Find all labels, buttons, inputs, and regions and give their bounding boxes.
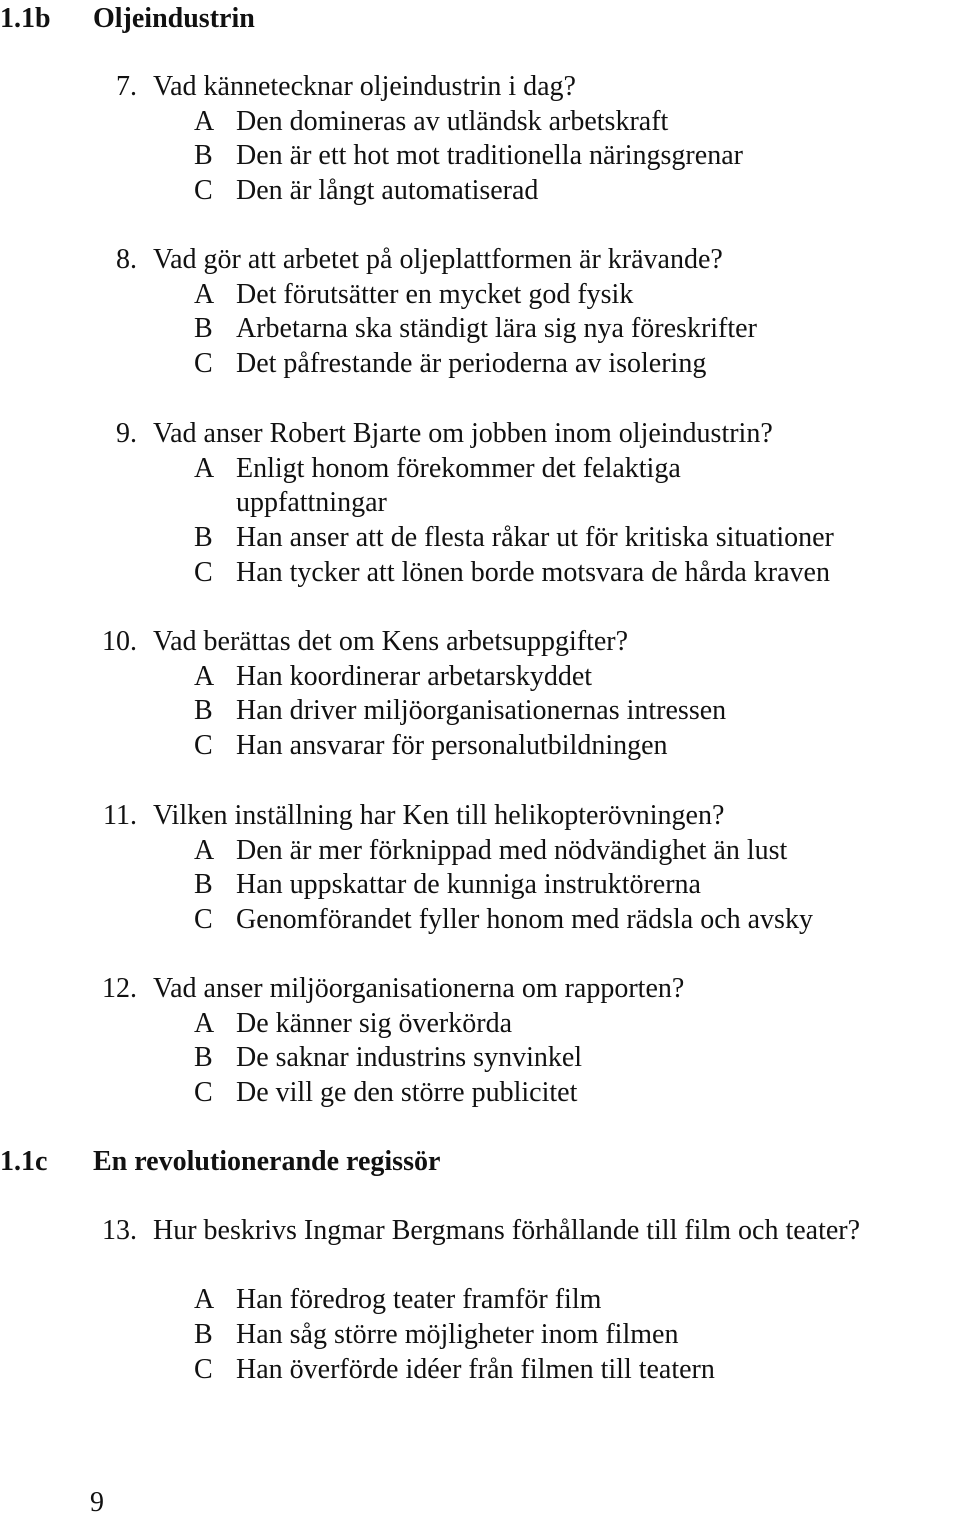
option-text: Han driver miljöorganisationernas intressen: [236, 695, 727, 727]
question-number: 9.: [116, 418, 137, 449]
option-text: Han såg större möjligheter inom filmen: [236, 1319, 679, 1351]
option-letter: B: [194, 695, 213, 727]
question-text: Hur beskrivs Ingmar Bergmans förhållande till film och teater?: [153, 1215, 861, 1246]
option-letter: A: [194, 452, 215, 484]
question-text: Vad berättas det om Kens arbetsuppgifter?: [153, 626, 629, 657]
option-letter: A: [194, 1007, 215, 1039]
option-text: Han koordinerar arbetarskyddet: [236, 660, 593, 692]
question-text: Vad anser Robert Bjarte om jobben inom oljeindustrin?: [153, 418, 773, 449]
option-letter: B: [194, 869, 213, 901]
option-letter: A: [194, 834, 215, 866]
option-text: Enligt honom förekommer det felaktiga uppfattningar: [236, 452, 681, 519]
option-text: Den domineras av utländsk arbetskraft: [236, 105, 669, 137]
option-letter: C: [194, 730, 213, 762]
option-text: De saknar industrins synvinkel: [236, 1042, 583, 1074]
option-text: Genomförandet fyller honom med rädsla och avsky: [236, 904, 813, 936]
section-number: 1.1c: [0, 1146, 48, 1177]
option-letter: A: [194, 105, 215, 137]
option-letter: A: [194, 660, 215, 692]
option-letter: C: [194, 904, 213, 936]
section-number: 1.1b: [0, 3, 51, 34]
option-letter: B: [194, 522, 213, 554]
option-letter: C: [194, 556, 213, 588]
option-text: Den är ett hot mot traditionella näringsgrenar: [236, 140, 743, 172]
option-letter: B: [194, 140, 213, 172]
option-text: De vill ge den större publicitet: [236, 1077, 578, 1109]
section-title: En revolutionerande regissör: [93, 1146, 441, 1177]
question-number: 12.: [102, 973, 137, 1004]
question-number: 11.: [103, 800, 137, 831]
option-text: Den är mer förknippad med nödvändighet än lust: [236, 834, 788, 866]
question-text: Vilken inställning har Ken till helikopterövningen?: [153, 800, 725, 831]
option-text: Han tycker att lönen borde motsvara de hårda kraven: [236, 556, 830, 588]
option-text: De känner sig överkörda: [236, 1007, 513, 1039]
option-letter: C: [194, 348, 213, 380]
option-letter: B: [194, 1319, 213, 1351]
question-number: 10.: [102, 626, 137, 657]
option-letter: B: [194, 1042, 213, 1074]
option-letter: C: [194, 1353, 213, 1385]
option-text: Han överförde idéer från filmen till teatern: [236, 1353, 715, 1385]
question-number: 8.: [116, 244, 137, 275]
page-number: 9: [90, 1487, 104, 1518]
option-text: Han anser att de flesta råkar ut för kritiska situationer: [236, 522, 834, 554]
option-text: Han ansvarar för personalutbildningen: [236, 730, 668, 762]
option-letter: A: [194, 278, 215, 310]
question-number: 13.: [102, 1215, 137, 1246]
option-text: Han föredrog teater framför film: [236, 1284, 602, 1316]
option-letter: B: [194, 313, 213, 345]
question-text: Vad anser miljöorganisationerna om rapporten?: [153, 973, 685, 1004]
option-text: Det påfrestande är perioderna av isolering: [236, 348, 707, 380]
question-text: Vad kännetecknar oljeindustrin i dag?: [153, 71, 576, 102]
option-text: Det förutsätter en mycket god fysik: [236, 278, 634, 310]
question-text: Vad gör att arbetet på oljeplattformen är krävande?: [153, 244, 723, 275]
option-text: Han uppskattar de kunniga instruktörerna: [236, 869, 701, 901]
option-letter: A: [194, 1284, 215, 1316]
section-title: Oljeindustrin: [93, 3, 255, 34]
option-letter: C: [194, 1077, 213, 1109]
option-letter: C: [194, 175, 213, 207]
option-text: Arbetarna ska ständigt lära sig nya föreskrifter: [236, 313, 757, 345]
question-number: 7.: [116, 71, 137, 102]
option-text: Den är långt automatiserad: [236, 175, 539, 207]
